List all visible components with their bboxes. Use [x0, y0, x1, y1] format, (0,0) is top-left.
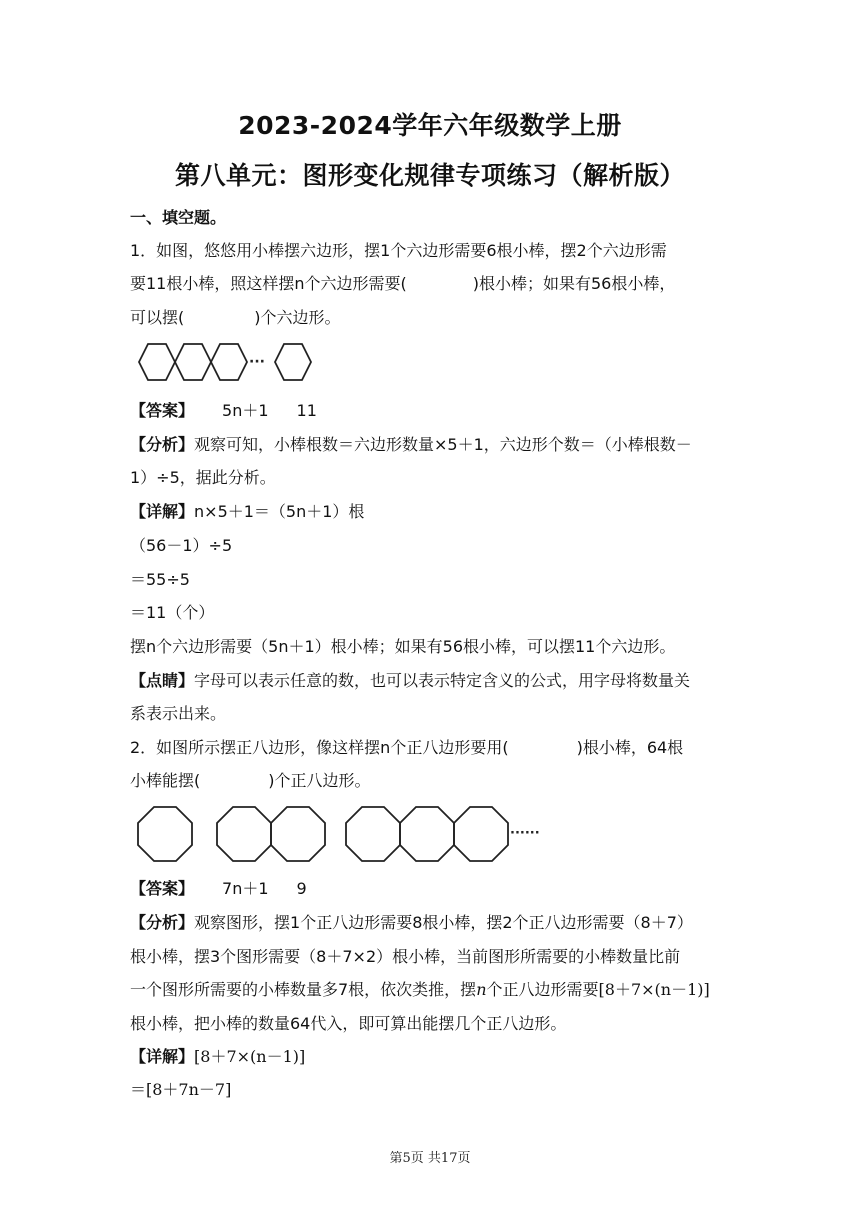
q1-comment-line1: [130, 670, 690, 692]
q1-comment-line2: 系表示出来。: [130, 704, 227, 723]
hexagon-n: [275, 344, 311, 380]
q1-comment-label: 【点睛】: [130, 671, 195, 690]
document-title: 2023-2024学年六年级数学上册: [238, 111, 622, 140]
octagon-3c: [454, 807, 508, 861]
q1-text-line1: 1．如图，悠悠用小棒摆六边形，摆1个六边形需要6根小棒，摆2个六边形需: [130, 241, 667, 260]
q1-comment-text1: 字母可以表示任意的数，也可以表示特定含义的公式，用字母将数量关: [194, 671, 691, 690]
q2-analysis-line3: [130, 979, 710, 1001]
q1-analysis-line2: 1）÷5，据此分析。: [130, 468, 276, 487]
q1-detail-text1: n×5＋1＝（5n＋1）根: [194, 502, 365, 521]
q1-figure-ellipsis: ···: [249, 354, 265, 370]
q2-analysis-label: 【分析】: [130, 913, 195, 932]
q1-answer-label: 【答案】: [130, 401, 195, 420]
q2-text-line2-b: )个正八边形。: [268, 771, 371, 790]
q1-analysis-line1: [130, 434, 692, 456]
q2-detail-formula1: [8＋7×(n－1)]: [194, 1047, 306, 1066]
hexagon-2: [175, 344, 211, 380]
q2-answer: [130, 878, 307, 900]
q2-analysis-line1: [130, 912, 693, 934]
q2-analysis-text3b: 个正八边形需要: [486, 980, 599, 999]
q2-answer-1: 7n＋1: [222, 879, 269, 898]
q1-detail-line1: [130, 501, 364, 523]
q1-analysis-label: 【分析】: [130, 435, 195, 454]
document-subtitle: 第八单元：图形变化规律专项练习（解析版）: [174, 161, 685, 190]
q1-hexagon-figure: [136, 340, 326, 386]
octagon-2b: [271, 807, 325, 861]
octagon-2a: [217, 807, 271, 861]
q2-analysis-formula: [8＋7×(n－1)]: [598, 980, 710, 999]
octagon-3a: [346, 807, 400, 861]
q2-analysis-text1: 观察图形，摆1个正八边形需要8根小棒，摆2个正八边形需要（8＋7）: [194, 913, 693, 932]
page-footer: 第5页 共17页: [389, 1151, 471, 1166]
section-heading: 一、填空题。: [130, 208, 227, 227]
q2-text-line1-b: )根小棒，64根: [576, 738, 684, 757]
q2-figure-dots: ······: [510, 826, 540, 841]
q2-analysis-text3a: 一个图形所需要的小棒数量多7根，依次类推，摆: [130, 980, 477, 999]
q1-answer-1: 5n＋1: [222, 401, 269, 420]
q2-detail-line1: [130, 1046, 305, 1068]
q1-text-line2: [130, 273, 675, 295]
q1-detail-label: 【详解】: [130, 502, 195, 521]
q2-analysis-line4: 根小棒，把小棒的数量64代入，即可算出能摆几个正八边形。: [130, 1014, 567, 1033]
q2-text-line1: [130, 737, 683, 759]
q1-text-line2-b: )根小棒；如果有56根小棒，: [472, 274, 676, 293]
q2-text-line1-a: 2．如图所示摆正八边形，像这样摆n个正八边形要用(: [130, 738, 509, 757]
q2-text-line2-a: 小棒能摆(: [130, 771, 201, 790]
octagon-1: [138, 807, 192, 861]
q1-detail-line3: ＝55÷5: [130, 570, 190, 589]
q2-answer-label: 【答案】: [130, 879, 195, 898]
q1-answer-2: 11: [296, 401, 317, 420]
q2-analysis-line2: 根小棒，摆3个图形需要（8＋7×2）根小棒，当前图形所需要的小棒数量比前: [130, 947, 681, 966]
q2-analysis-var-n: n: [476, 980, 487, 999]
q1-text-line3-a: 可以摆(: [130, 308, 185, 327]
q1-text-line2-a: 要11根小棒，照这样摆n个六边形需要(: [130, 274, 407, 293]
hexagon-3: [211, 344, 247, 380]
octagon-3b: [400, 807, 454, 861]
q1-analysis-text1: 观察可知，小棒根数＝六边形数量×5＋1，六边形个数＝（小棒根数－: [194, 435, 692, 454]
hexagon-1: [139, 344, 175, 380]
q1-detail-line5: 摆n个六边形需要（5n＋1）根小棒；如果有56根小棒，可以摆11个六边形。: [130, 637, 676, 656]
q1-text-line3: [130, 307, 341, 329]
q1-answer: [130, 400, 317, 422]
q2-octagon-figure: [136, 803, 556, 865]
q1-detail-line4: ＝11（个）: [130, 603, 215, 622]
q2-answer-2: 9: [296, 879, 307, 898]
q1-detail-line2: （56－1）÷5: [130, 536, 233, 555]
q2-detail-formula2: ＝[8＋7n－7]: [130, 1080, 232, 1099]
q2-text-line2: [130, 770, 371, 792]
q2-detail-label: 【详解】: [130, 1047, 195, 1066]
q1-text-line3-b: )个六边形。: [254, 308, 341, 327]
